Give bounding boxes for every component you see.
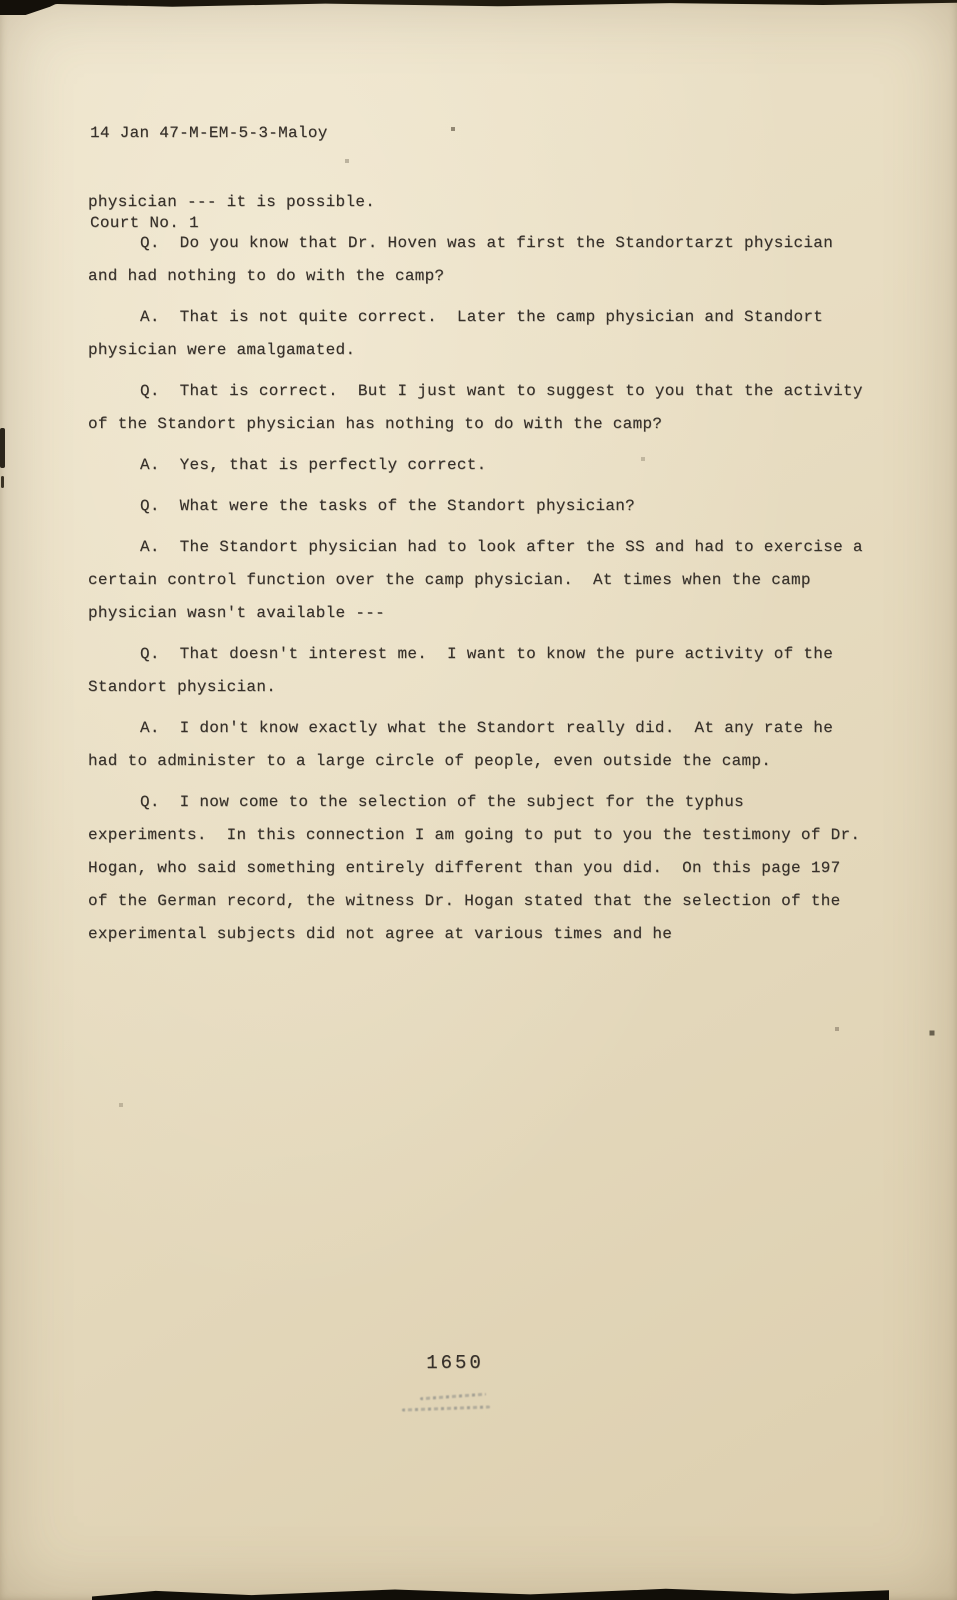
answer-paragraph: A. I don't know exactly what the Standort really did. At any rate he had to administer to a large circle of people, even outside the camp. <box>88 719 844 770</box>
handwriting-smudge <box>402 1392 498 1418</box>
scan-edge-bottom <box>92 1586 889 1600</box>
answer-paragraph: A. Yes, that is perfectly correct. <box>140 456 487 474</box>
scan-edge-left-mark <box>0 428 5 468</box>
paper-specks <box>0 0 2 2</box>
question-paragraph: Q. What were the tasks of the Standort physician? <box>140 497 636 515</box>
scan-edge-top <box>0 0 957 9</box>
page-number: 1650 <box>426 1352 484 1374</box>
header-line-1: 14 Jan 47-M-EM-5-3-Maloy <box>90 124 328 142</box>
answer-paragraph: A. The Standort physician had to look after the SS and had to exercise a certain control function over the camp physician. At times when the camp physician wasn't available --- <box>88 538 873 622</box>
question-paragraph: Q. That is correct. But I just want to suggest to you that the activity of the Standort physician has nothing to do with the camp? <box>88 382 873 433</box>
header-line-2: Court No. 1 <box>90 214 199 232</box>
transcript-body <box>88 186 873 959</box>
scan-edge-top-left-corner <box>0 0 64 15</box>
scan-edge-left-mark <box>1 476 4 488</box>
handwriting-smudge-line <box>402 1405 490 1411</box>
question-paragraph: Q. I now come to the selection of the subject for the typhus experiments. In this connection I am going to put to you the testimony of Dr. Hogan, who said something entirely different than you did. On this page 197 of the German record, the witness Dr. Hogan stated that the selection of the experimental subjects did not agree at various times and he <box>88 793 871 943</box>
answer-paragraph: A. That is not quite correct. Later the camp physician and Standort physician were amalgamated. <box>88 308 834 359</box>
question-paragraph: Q. Do you know that Dr. Hoven was at first the Standortarzt physician and had nothing to do with the camp? <box>88 234 844 285</box>
handwriting-smudge-line <box>420 1393 486 1401</box>
question-paragraph: Q. That doesn't interest me. I want to know the pure activity of the Standort physician. <box>88 645 844 696</box>
paragraph-continuation: physician --- it is possible. <box>88 193 376 211</box>
